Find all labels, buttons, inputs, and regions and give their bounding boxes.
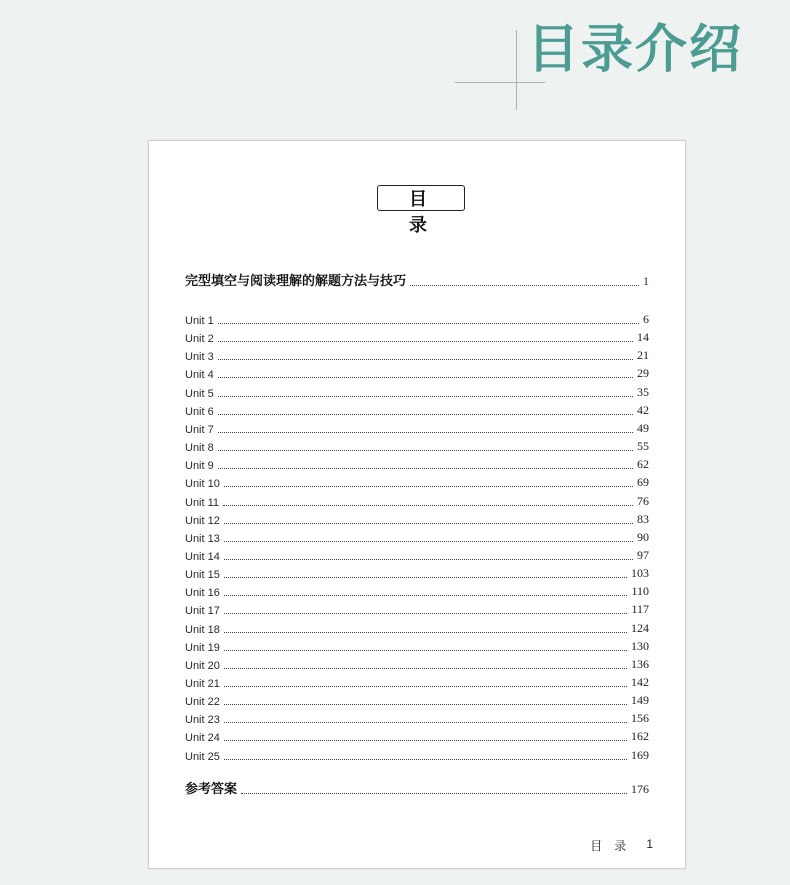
dot-leader — [224, 668, 627, 669]
dot-leader — [224, 704, 627, 705]
footer-label-b: 录 — [614, 839, 627, 853]
toc-entry-label: Unit 7 — [185, 423, 214, 436]
dot-leader — [224, 722, 627, 723]
toc-entry-label: Unit 16 — [185, 587, 220, 600]
toc-entry-label: Unit 18 — [185, 623, 220, 636]
toc-entry-page: 103 — [631, 566, 649, 581]
toc-entry-label: 完型填空与阅读理解的解题方法与技巧 — [185, 273, 407, 288]
dot-leader — [218, 396, 633, 397]
toc-page — [148, 140, 686, 869]
toc-entry — [185, 656, 649, 672]
toc-entry-label: Unit 23 — [185, 714, 220, 727]
toc-entry-label: Unit 13 — [185, 532, 220, 545]
toc-entry-page: 35 — [637, 384, 649, 399]
toc-entry-label: Unit 25 — [185, 750, 220, 763]
dot-leader — [218, 468, 633, 469]
toc-entry-page: 136 — [631, 656, 649, 671]
dot-leader — [218, 432, 633, 433]
toc-entry — [185, 547, 649, 563]
footer-label-a: 目 — [590, 839, 603, 853]
toc-entry-page: 97 — [637, 547, 649, 562]
toc-entry-label: Unit 9 — [185, 460, 214, 473]
dot-leader — [218, 414, 633, 415]
toc-entry — [185, 384, 649, 400]
toc-entry-page: 142 — [631, 675, 649, 689]
toc-entry-label: Unit 6 — [185, 405, 214, 418]
toc-entry — [185, 329, 649, 345]
page-title: 目录介绍 — [527, 20, 744, 80]
toc-entry — [185, 620, 649, 636]
toc-entry — [185, 474, 649, 490]
footer-page-number: 1 — [646, 837, 653, 851]
toc-entry — [185, 273, 649, 289]
header-divider-horizontal — [455, 82, 545, 83]
toc-entry-page: 110 — [631, 584, 649, 599]
dot-leader — [224, 759, 627, 760]
dot-leader — [224, 523, 633, 524]
toc-entry-label: Unit 20 — [185, 659, 220, 672]
toc-entry-page: 90 — [637, 529, 649, 544]
toc-entry-page: 169 — [631, 747, 649, 762]
dot-leader — [224, 577, 627, 578]
toc-entry-label: Unit 10 — [185, 478, 220, 491]
dot-leader — [224, 632, 627, 633]
toc-entry — [185, 347, 649, 363]
toc-entry — [185, 781, 649, 797]
toc-entry-label: Unit 12 — [185, 514, 220, 527]
dot-leader — [224, 541, 633, 542]
toc-entry-label: Unit 4 — [185, 369, 214, 382]
dot-leader — [218, 377, 633, 378]
toc-entry-page: 14 — [637, 330, 649, 345]
dot-leader — [410, 285, 639, 286]
toc-entry-page: 83 — [637, 511, 649, 526]
toc-entry-label: 参考答案 — [185, 781, 238, 796]
toc-entry — [185, 728, 649, 744]
toc-entry-page: 76 — [637, 493, 649, 508]
toc-entry — [185, 456, 649, 472]
toc-entry-page: 62 — [637, 457, 649, 472]
dot-leader — [218, 450, 633, 451]
header-divider-vertical — [516, 30, 517, 110]
dot-leader — [241, 793, 627, 794]
toc-entry — [185, 710, 649, 726]
toc-entry-label: Unit 1 — [185, 315, 214, 327]
toc-entry-label: Unit 15 — [185, 569, 220, 582]
toc-entry-label: Unit 2 — [185, 333, 214, 346]
toc-entry-page: 21 — [637, 348, 649, 363]
toc-entry-page: 176 — [631, 782, 649, 796]
toc-entry-label: Unit 19 — [185, 641, 220, 654]
toc-entry — [185, 529, 649, 545]
dot-leader — [224, 740, 627, 741]
toc-entry-page: 130 — [631, 638, 649, 653]
toc-entry — [185, 420, 649, 436]
dot-leader — [224, 559, 633, 560]
toc-entry — [185, 601, 649, 617]
toc-entry-page: 29 — [637, 366, 649, 381]
toc-heading: 目 录 — [377, 185, 465, 211]
toc-entry-page: 6 — [643, 312, 649, 326]
toc-entry-label: Unit 17 — [185, 605, 220, 618]
dot-leader — [218, 359, 633, 360]
dot-leader — [224, 686, 627, 687]
toc-entry-page: 42 — [637, 402, 649, 417]
toc-entry-label: Unit 22 — [185, 696, 220, 709]
dot-leader — [224, 650, 627, 651]
toc-entry-page: 162 — [631, 729, 649, 744]
toc-entry-label: Unit 24 — [185, 732, 220, 745]
toc-entry-label: Unit 14 — [185, 550, 220, 563]
toc-entry-label: Unit 11 — [185, 496, 220, 509]
toc-entry — [185, 365, 649, 381]
toc-entry-page: 117 — [631, 602, 649, 617]
toc-entry — [185, 583, 649, 599]
toc-entry-page: 156 — [631, 711, 649, 726]
toc-entry — [185, 638, 649, 654]
toc-entry — [185, 692, 649, 708]
toc-entry-page: 49 — [637, 420, 649, 435]
toc-entry — [185, 493, 649, 509]
toc-entry-label: Unit 8 — [185, 442, 214, 455]
dot-leader — [218, 323, 639, 324]
toc-entry — [185, 511, 649, 527]
toc-entry — [185, 311, 649, 327]
toc-entry-page: 1 — [643, 274, 649, 288]
toc-entry-page: 124 — [631, 620, 649, 635]
toc-entry-page: 69 — [637, 475, 649, 490]
dot-leader — [224, 486, 633, 487]
toc-entry-label: Unit 21 — [185, 678, 220, 690]
toc-entry — [185, 402, 649, 418]
dot-leader — [224, 613, 628, 614]
dot-leader — [218, 341, 633, 342]
dot-leader — [223, 505, 633, 506]
toc-entry-label: Unit 3 — [185, 351, 214, 364]
toc-entry — [185, 674, 649, 690]
toc-entry — [185, 438, 649, 454]
toc-entry — [185, 565, 649, 581]
toc-entry-page: 55 — [637, 439, 649, 454]
page-footer — [590, 837, 653, 854]
toc-entry-label: Unit 5 — [185, 387, 214, 400]
toc-entry — [185, 747, 649, 763]
dot-leader — [224, 595, 628, 596]
toc-entry-page: 149 — [631, 693, 649, 708]
